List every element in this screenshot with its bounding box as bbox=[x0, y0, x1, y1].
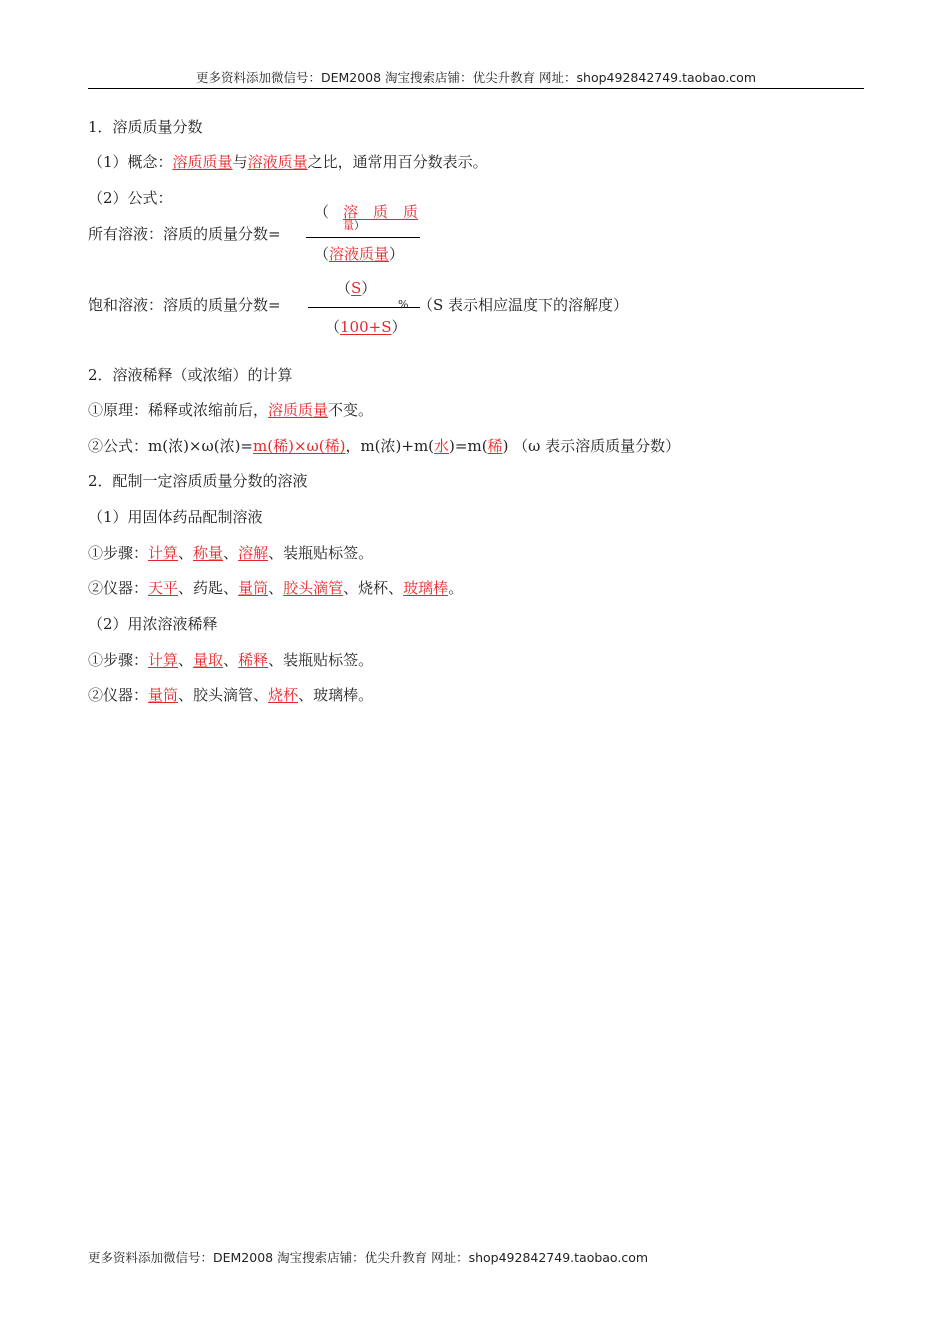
principle-prefix: ①原理：稀释或浓缩前后， bbox=[88, 401, 269, 419]
sep: 、 bbox=[178, 579, 194, 597]
concept-prefix: （1）概念： bbox=[88, 153, 173, 171]
instr-prefix: ②仪器： bbox=[88, 579, 149, 597]
subsection-dilute: （2）用浓溶液稀释 bbox=[88, 615, 218, 633]
concept-line bbox=[88, 152, 488, 172]
section-3-title: 2．配制一定溶质质量分数的溶液 bbox=[88, 472, 308, 490]
sep: 、 bbox=[388, 579, 404, 597]
section-1-title: 1．溶质质量分数 bbox=[88, 118, 203, 136]
page-footer: 更多资料添加微信号：DEM2008 淘宝搜索店铺：优尖升教育 网址：shop492842749.taobao.com bbox=[88, 1250, 649, 1265]
sat-percent: % bbox=[398, 298, 409, 311]
instr-prefix: ②仪器： bbox=[88, 686, 149, 704]
concept-blank-2: 溶液质量 bbox=[247, 153, 308, 171]
instr-text-4: 玻璃棒 bbox=[313, 686, 359, 704]
all-solution-label: 所有溶液：溶质的质量分数= bbox=[88, 225, 281, 243]
all-den-close: ） bbox=[389, 245, 405, 263]
all-num-wrap: 量 bbox=[343, 219, 354, 232]
sep: 、 bbox=[223, 651, 239, 669]
step-blank-2: 量取 bbox=[193, 651, 224, 669]
sep: 、 bbox=[223, 579, 239, 597]
dilution-blank-3: 稀 bbox=[487, 437, 503, 455]
sep: 、 bbox=[178, 686, 194, 704]
all-denominator-blank: 溶液质量 bbox=[329, 245, 390, 263]
dilution-mid-2: )=m( bbox=[449, 437, 488, 455]
formula-label: （2）公式： bbox=[88, 189, 173, 207]
steps-prefix: ①步骤： bbox=[88, 544, 149, 562]
sep: 、 bbox=[253, 686, 269, 704]
step-blank-3: 稀释 bbox=[238, 651, 269, 669]
steps-dilute-line bbox=[88, 650, 373, 670]
sep: 、 bbox=[178, 651, 194, 669]
page-header: 更多资料添加微信号：DEM2008 淘宝搜索店铺：优尖升教育 网址：shop492842749.taobao.com bbox=[88, 68, 864, 89]
all-numerator-wrap bbox=[343, 220, 365, 232]
concept-suffix: 之比，通常用百分数表示。 bbox=[307, 153, 488, 171]
section-2-title: 2．溶液稀释（或浓缩）的计算 bbox=[88, 366, 293, 384]
instr-blank-1: 量筒 bbox=[148, 686, 179, 704]
all-num-close: ） bbox=[354, 219, 365, 232]
concept-mid: 与 bbox=[232, 153, 248, 171]
all-den-open: （ bbox=[314, 245, 330, 263]
sat-num-close: ） bbox=[361, 279, 377, 297]
instr-text-2: 胶头滴管 bbox=[193, 686, 254, 704]
sep: 、 bbox=[343, 579, 359, 597]
instr-blank-3: 烧杯 bbox=[268, 686, 299, 704]
dilution-suffix: ) （ω 表示溶质质量分数） bbox=[502, 437, 681, 455]
all-numerator bbox=[314, 203, 418, 221]
sep: 、 bbox=[223, 544, 239, 562]
principle-suffix: 不变。 bbox=[328, 401, 374, 419]
instr-text-5: 烧杯 bbox=[358, 579, 389, 597]
instr-end: 。 bbox=[448, 579, 464, 597]
all-num-open: （ bbox=[314, 203, 330, 221]
sat-den-open: （ bbox=[325, 318, 341, 336]
principle-line bbox=[88, 400, 373, 420]
instr-blank-4: 胶头滴管 bbox=[283, 579, 344, 597]
steps-prefix: ①步骤： bbox=[88, 651, 149, 669]
sat-numerator bbox=[336, 279, 376, 297]
instruments-dilute-line bbox=[88, 685, 373, 705]
instruments-solid-line bbox=[88, 578, 463, 598]
dilution-blank-1: m(稀)×ω(稀) bbox=[253, 437, 346, 455]
dilution-mid: ，m(浓)+m( bbox=[345, 437, 435, 455]
saturated-label: 饱和溶液：溶质的质量分数= bbox=[88, 296, 281, 314]
subsection-solid: （1）用固体药品配制溶液 bbox=[88, 508, 263, 526]
steps-suffix: 、装瓶贴标签。 bbox=[268, 651, 374, 669]
sat-note: （S 表示相应温度下的溶解度） bbox=[418, 296, 629, 314]
dilution-prefix: ②公式：m(浓)×ω(浓)= bbox=[88, 437, 254, 455]
all-fraction-bar bbox=[306, 237, 420, 238]
instr-blank-1: 天平 bbox=[148, 579, 179, 597]
concept-blank-1: 溶质质量 bbox=[172, 153, 233, 171]
dilution-formula-line bbox=[88, 436, 680, 456]
sep: 、 bbox=[298, 686, 314, 704]
step-blank-1: 计算 bbox=[148, 544, 179, 562]
all-denominator bbox=[314, 245, 404, 263]
sep: 、 bbox=[178, 544, 194, 562]
steps-suffix: 、装瓶贴标签。 bbox=[268, 544, 374, 562]
all-numerator-blank: 溶 质 质 bbox=[343, 203, 419, 221]
sat-num-open: （ bbox=[336, 279, 352, 297]
instr-blank-6: 玻璃棒 bbox=[403, 579, 449, 597]
sat-den-close: ） bbox=[391, 318, 407, 336]
steps-solid-line bbox=[88, 543, 373, 563]
step-blank-2: 称量 bbox=[193, 544, 224, 562]
sat-denominator bbox=[325, 318, 407, 336]
dilution-blank-2: 水 bbox=[434, 437, 450, 455]
step-blank-1: 计算 bbox=[148, 651, 179, 669]
sat-numerator-blank: S bbox=[351, 279, 362, 297]
instr-end: 。 bbox=[358, 686, 374, 704]
instr-text-2: 药匙 bbox=[193, 579, 224, 597]
sat-denominator-blank: 100+S bbox=[340, 318, 392, 336]
sep: 、 bbox=[268, 579, 284, 597]
principle-blank: 溶质质量 bbox=[268, 401, 329, 419]
step-blank-3: 溶解 bbox=[238, 544, 269, 562]
instr-blank-3: 量筒 bbox=[238, 579, 269, 597]
